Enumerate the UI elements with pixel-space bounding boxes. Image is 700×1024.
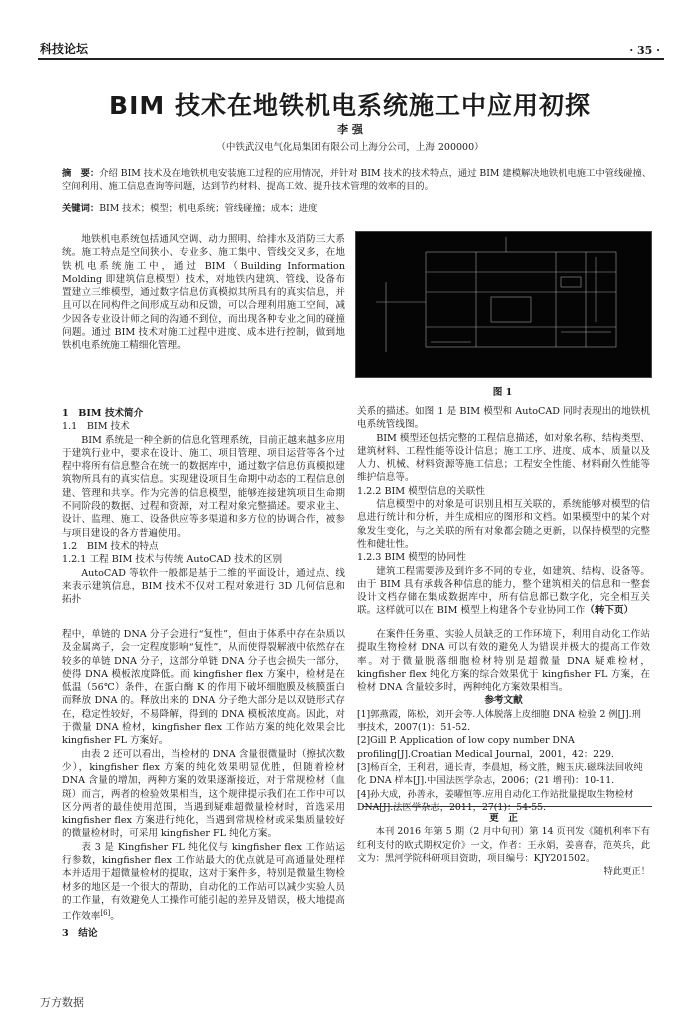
dna-paragraph-1: 程中，单链的 DNA 分子会进行“复性”，但由于体系中存在杂质以及金属离子，会一定程度影响“复性”，从而使得裂解液中依然存在较多的单链 DNA 分子，这部分单链 DNA 分子也会损失一部分，使得 DNA 模板浓度降低。而 kingfisher flex 方案中，检材是在低温（56℃）条件，在蛋白酶 K 的作用下破坏细胞膜及核膜蛋白而释放 DNA 的。释放出来的 DNA 分子绝大部分是以双链形式存在，稳定性较好，不易降解，得到的 DNA 模板浓度高。因此，对于微量 DNA 检材，kingfisher flex 工作站方案的纯化效果会比 kingfisher FL 方案好。 bbox=[62, 629, 345, 747]
abstract-text: 介绍 BIM 技术及在地铁机电安装施工过程的应用情况，并针对 BIM 技术的技术特点，通过 BIM 建模解决地铁机电施工中管线碰撞、空间利用、施工信息查询等问题，达到节约材料、提高工效、提升技术管理的效率的目的。 bbox=[62, 168, 652, 192]
cad-drawing-graphic bbox=[356, 232, 651, 377]
page-number: · 35 · bbox=[629, 44, 660, 57]
reference-3: [3]杨百全，王利君，通长青，李晨旭，杨文胜，鲍玉庆.磁珠法回收纯化 DNA 样本[J].中国法医学杂志，2006；(21 增刊)：10-11. bbox=[357, 761, 643, 787]
database-watermark: 万方数据 bbox=[40, 996, 84, 1009]
article-title: BIM 技术在地铁机电系统施工中应用初探 bbox=[109, 91, 591, 120]
correction-title: 更 正 bbox=[489, 813, 518, 824]
intro-paragraph: 地铁机电系统包括通风空调、动力照明、给排水及消防三大系统。施工特点是空间狭小、专业多、施工集中、管线交叉多，在地铁机电系统施工中，通过 BIM（Building Information Molding 即建筑信息模型）技术，对地铁内建筑、管线、设备布置建立三维模型，通过数字信息仿真模拟其所具有的真实信息，并且可以在同构件之间形成互动和反馈，可以合理利用施工空间，减少因各专业设计师之间的沟通不到位，而出现各种专业之间的碰撞问题。通过 BIM 技术对施工过程中进度、成本进行控制，做到地铁机电系统施工精细化管理。 bbox=[62, 234, 345, 352]
section-1-heading: 1 BIM 技术简介 bbox=[62, 408, 144, 419]
section-1-2-3-heading: 1.2.3 BIM 模型的协同性 bbox=[357, 552, 466, 564]
bim-info-paragraph: BIM 模型还包括完整的工程信息描述，如对象名称、结构类型、建筑材料、工程性能等设计信息；施工工序、进度、成本、质量以及人力、机械、材料资源等施工信息；工程安全性能、材料耐久性能等维护信息等。 bbox=[357, 432, 650, 484]
author: 李 强 bbox=[337, 123, 363, 136]
dna-paragraph-3-end: 。 bbox=[110, 911, 120, 923]
journal-section-label: 科技论坛 bbox=[40, 42, 89, 56]
lower-right-column bbox=[357, 628, 650, 814]
section-1-2-2-paragraph: 信息模型中的对象是可识别且相互关联的，系统能够对模型的信息进行统计和分析，并生成相应的图形和文档。如果模型中的某个对象发生变化，与之关联的所有对象都会随之更新，以保持模型的完整性和健壮性。 bbox=[357, 499, 650, 550]
continued-note: （转下页） bbox=[585, 605, 634, 617]
correction-divider bbox=[362, 806, 652, 807]
abstract-label: 摘 要： bbox=[62, 168, 100, 179]
section-1-2-1-paragraph: AutoCAD 等软件一般都是基于二维的平面设计，通过点、线来表示建筑信息，BIM 技术不仅对工程对象进行 3D 几何信息和拓扑 bbox=[62, 567, 345, 606]
intro-column bbox=[62, 233, 345, 353]
figure-1-caption: 图 1 bbox=[492, 387, 513, 398]
upper-left-column bbox=[62, 405, 345, 606]
dna-paragraph-2: 由表 2 还可以看出，当检材的 DNA 含量很微量时（擦拭次数少），kingfisher flex 方案的纯化效果明显优胜，但随着检材 DNA 含量的增加，两种方案的效果逐渐接近，对于常规检材（血斑）而言，两者的检验效果相当，这个规律提示我们在工作中可以区分两者的最佳使用范围，当遇到疑难超微量检材时，首选采用 kingfisher flex 方案进行纯化，当遇到常规检材或采集质量较好的微量检材时，可采用 kingfisher FL 纯化方案。 bbox=[62, 748, 345, 840]
section-1-2-1-continued: 关系的描述。如图 1 是 BIM 模型和 AutoCAD 同时表现出的地铁机电系统管线图。 bbox=[357, 406, 650, 431]
header-rule bbox=[38, 58, 664, 60]
section-1-2-3-paragraph bbox=[357, 565, 650, 618]
correction-text: 本刊 2016 年第 5 期（2 月中旬刊）第 14 页刊发《随机利率下有红利支付的欧式期权定价》一文，作者：王永娟，姜喜春，范英兵，此文为：黑河学院科研项目资助，项目编号：KJY201502。 bbox=[357, 826, 650, 864]
lower-left-column bbox=[62, 628, 345, 940]
dna-paragraph-3 bbox=[62, 841, 345, 924]
keywords-text: BIM 技术；模型；机电系统；管线碰撞；成本；进度 bbox=[99, 203, 318, 214]
figure-1-image bbox=[355, 231, 652, 378]
keywords bbox=[62, 200, 652, 214]
section-1-1-paragraph: BIM 系统是一种全新的信息化管理系统，目前正越来越多应用于建筑行业中，要求在设计、施工、项目管理、项目运营等各个过程中将所有信息整合在统一的数据库中，通过数字信息仿真模拟建筑物所具有的真实信息。实现建设项目生命期中动态的工程信息创建、管理和共享。作为完善的信息模型，能够连接建筑项目生命期不同阶段的数据、过程和资源，对工程对象完整描述。要求业主、设计、监理、施工、设备供应等多渠道和多方位的协调合作，被参与项目建设的各方普遍使用。 bbox=[62, 434, 345, 539]
conclusion-paragraph: 在案件任务重、实验人员缺乏的工作环境下，利用自动化工作站提取生物检材 DNA 可以有效的避免人为错误并极大的提高工作效率。对于微量脱落细胞检材特别是超微量 DNA 疑难检材，kingfisher flex 纯化方案的综合效果优于 kingfisher FL 方案，在检材 DNA 含量较多时，两种纯化方案效果相当。 bbox=[357, 629, 650, 694]
citation-6: [6] bbox=[100, 909, 111, 918]
section-1-2-heading: 1.2 BIM 技术的特点 bbox=[62, 540, 159, 552]
dna-paragraph-3-text: 表 3 是 Kingfisher FL 纯化仪与 kingfisher flex 工作站运行参数，kingfisher flex 工作站最大的优点就是可高通量处理样本并适用于超微量检材的提取，这对于案件多，特别是微量生物检材多的地区是一个很大的帮助，自动化的工作站可以减少实验人员的工作量，有效避免人工操作可能引起的差异及错误，极大地提高工作效率 bbox=[62, 841, 345, 923]
reference-4: [4]孙大成，孙善永，姜曜恒等.应用自动化工作站批量提取生物检材 DNA[J].法医学杂志，2011，27(1)：54-55. bbox=[357, 788, 634, 813]
keywords-label: 关键词： bbox=[62, 203, 100, 214]
section-1-2-3-text: 建筑工程需要涉及到许多不同的专业，如建筑、结构、设备等。由于 BIM 具有承载各种信息的能力，整个建筑相关的信息和一整套设计文档存储在集成数据库中，所有信息都已数字化，完全相互关联。这样就可以在 BIM 模型上构建各个专业协同工作 bbox=[357, 565, 650, 617]
upper-right-column bbox=[357, 405, 650, 618]
section-1-2-1-heading: 1.2.1 工程 BIM 技术与传统 AutoCAD 技术的区别 bbox=[62, 554, 283, 566]
affiliation: （中铁武汉电气化局集团有限公司上海分公司，上海 200000） bbox=[216, 142, 484, 153]
reference-1: [1]郭燕霞，陈松，刘开会等.人体脱落上皮细胞 DNA 检验 2 例[J].刑事技术，2007(1)：51-52. bbox=[357, 708, 641, 734]
section-3-heading: 3 结论 bbox=[62, 927, 98, 939]
references-title: 参考文献 bbox=[484, 695, 523, 707]
section-1-2-2-heading: 1.2.2 BIM 模型信息的关联性 bbox=[357, 485, 485, 497]
reference-2: [2]Gill P. Application of low copy number DNA profiling[J].Croatian Medical Journal，2001，42：229. bbox=[357, 735, 614, 760]
section-1-1-heading: 1.1 BIM 技术 bbox=[62, 421, 130, 433]
abstract bbox=[62, 167, 652, 193]
correction-closing: 特此更正！ bbox=[603, 866, 650, 878]
correction-notice bbox=[357, 812, 650, 878]
